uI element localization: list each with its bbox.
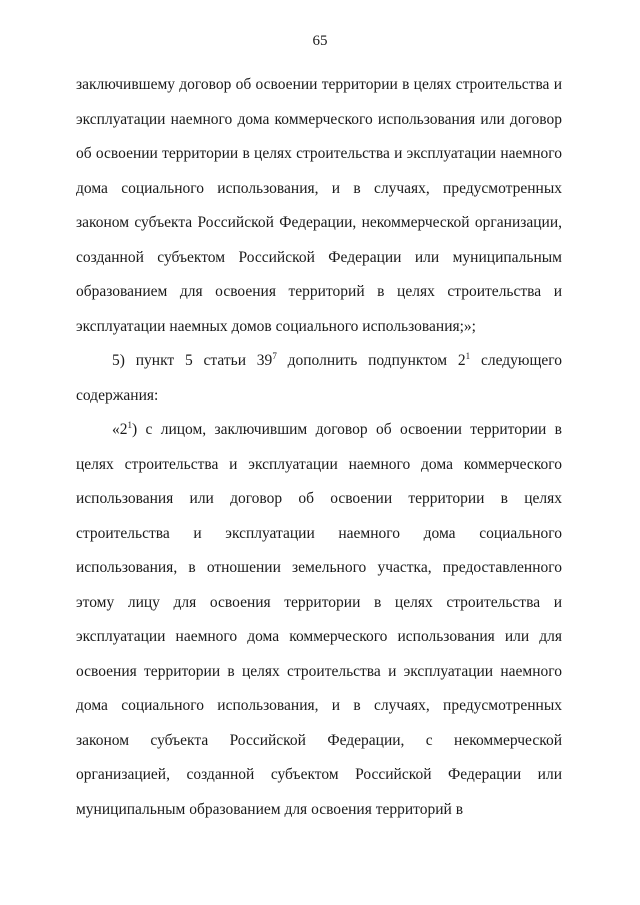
amendment-text: 5) пункт 5 статьи 39 [112, 352, 273, 369]
superscript: 1 [465, 350, 471, 361]
amendment-text: следующего содержания: [76, 352, 562, 404]
paragraph-amendment-item-5 [76, 344, 562, 413]
paragraph-continuation: заключившему договор об освоении территории в целях строительства и эксплуатации наемного дома коммерческого использования или договор об освоении территории в целях строительства и эксплуатации наемного дома социального использования, и в случаях, предусмотренных законом субъекта Российской Федерации, некоммерческой организации, созданной субъектом Российской Федерации или муниципальным образованием для освоения территорий в целях строительства и эксплуатации наемных домов социального использования;»; [76, 76, 562, 335]
amendment-text: дополнить подпунктом 2 [276, 352, 466, 369]
page-number: 65 [312, 33, 328, 49]
superscript: 1 [127, 419, 132, 430]
subitem-text: ) с лицом, заключившим договор об освоении территории в целях строительства и эксплуатации наемного дома коммерческого использования или договор об освоении территории в целях строительства и эксплуатации наемного дома социального использования, в отношении земельного участка, предоставленного этому лицу для освоения территории в целях строительства и эксплуатации наемного дома коммерческого использования или для освоения территории в целях строительства и эксплуатации наемного дома социального использования, и в случаях, предусмотренных законом субъекта Российской Федерации, с некоммерческой организацией, созданной субъектом Российской Федерации или муниципальным образованием для освоения территорий в [76, 421, 562, 818]
paragraph-subitem-2-1 [76, 413, 562, 827]
subitem-text: «2 [112, 421, 128, 438]
superscript: 7 [272, 350, 277, 361]
document-body [76, 68, 562, 827]
